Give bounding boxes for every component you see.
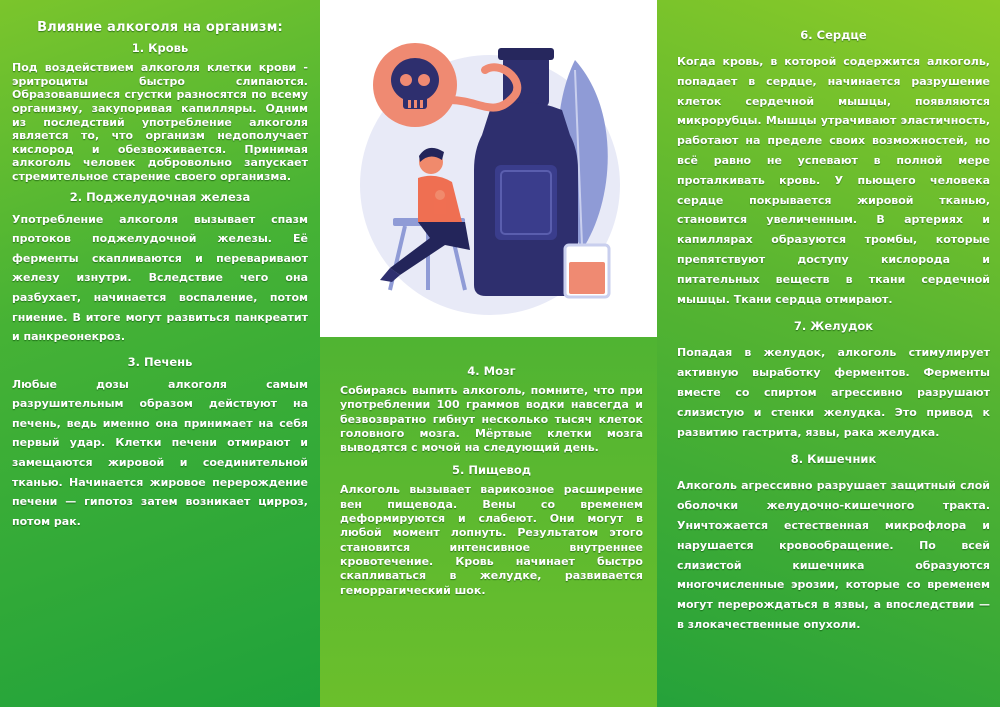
column-middle <box>320 0 657 707</box>
glass-icon <box>565 245 609 297</box>
column-left <box>0 0 320 707</box>
section-text-intestine: Алкоголь агрессивно разрушает защитный слой оболочки желудочно-кишечного тракта. Уничтожается естественная микрофлора и нарушается кровообращение. По всей слизистой кишечника образуются многочисленные эрозии, которые со временем могут перерождаться в язвы, а впоследствии — в злокачественные опухоли. <box>677 479 990 631</box>
section-heading-liver: 3. Печень <box>127 354 193 369</box>
section-heading-brain: 4. Мозг <box>467 364 516 378</box>
section-heading-blood: 1. Кровь <box>131 41 189 55</box>
section-text-stomach: Попадая в желудок, алкоголь стимулирует активную выработку ферментов. Ферменты вместе со спиртом агрессивно разрушают слизистую и стенки желудка. Это привод к развитию гастрита, язвы, рака желудка. <box>677 346 990 439</box>
column-right <box>657 0 1000 707</box>
section-text-pancreas: Употребление алкоголя вызывает спазм протоков поджелудочной железы. Её ферменты скапливаются и переваривают железу изнутри. Вследствие чего она разбухает, начинается воспаление, потом гниение. В итоге могут развиться панкреатит и панкреонекроз. <box>12 212 308 344</box>
section-heading-pancreas: 2. Поджелудочная железа <box>69 189 251 204</box>
illustration-panel <box>320 0 657 337</box>
main-title: Влияние алкоголя на организм: <box>37 20 283 35</box>
section-text-brain: Собираясь выпить алкоголь, помните, что при употреблении 100 граммов водки навсегда и безвозвратно гибнут несколько тысяч клеток головного мозга. Мёртвые клетки мозга выводятся с мочой на следующий день. <box>340 384 643 455</box>
section-text-heart: Когда кровь, в которой содержится алкоголь, попадает в сердце, начинается разрушение клеток сердечной мышцы, появляются микрорубцы. Мышцы утрачивают эластичность, работают на пределе своих возможностей, но всё равно не успевают в полной мере проталкивать кровь. У пьющего человека сердце покрывается жировой тканью, становится увеличенным. В артериях и капиллярах образуются тромбы, которые препятствуют доступу кислорода и питательных веществ в ткани сердечной мышцы. Ткани сердца отмирают. <box>677 55 990 306</box>
section-heading-esophagus: 5. Пищевод <box>451 463 532 478</box>
section-heading-heart: 6. Сердце <box>800 28 867 42</box>
section-text-blood: Под воздействием алкоголя клетки крови - эритроциты быстро слипаются. Образовавшиеся сгустки разносятся по всему организму, закупоривая капилляры. Одним из последствий употребление алкоголя является то, что организм недополучает кислород и обезвоживается. Принимая алкоголь человек добровольно запускает стремительное старение своего организма. <box>12 61 308 183</box>
section-heading-intestine: 8. Кишечник <box>790 452 877 467</box>
section-heading-stomach: 7. Желудок <box>793 319 874 334</box>
section-text-liver: Любые дозы алкоголя самым разрушительным образом действуют на печень, ведь именно она принимает на себя первый удар. Клетки печени отмирают и замещаются жировой и соединительной тканью. Начинается жировое перерождение печени — гипотоз затем возникает цирроз, потом рак. <box>12 377 308 528</box>
section-text-esophagus: Алкоголь вызывает варикозное расширение вен пищевода. Вены со временем деформируются и слабеют. Они могут в любой момент лопнуть. Результатом этого становится интенсивное внутреннее кровотечение. Кровь начинает быстро скапливаться в желудке, развивается геморрагический шок. <box>340 483 643 597</box>
alcohol-illustration <box>320 0 657 337</box>
